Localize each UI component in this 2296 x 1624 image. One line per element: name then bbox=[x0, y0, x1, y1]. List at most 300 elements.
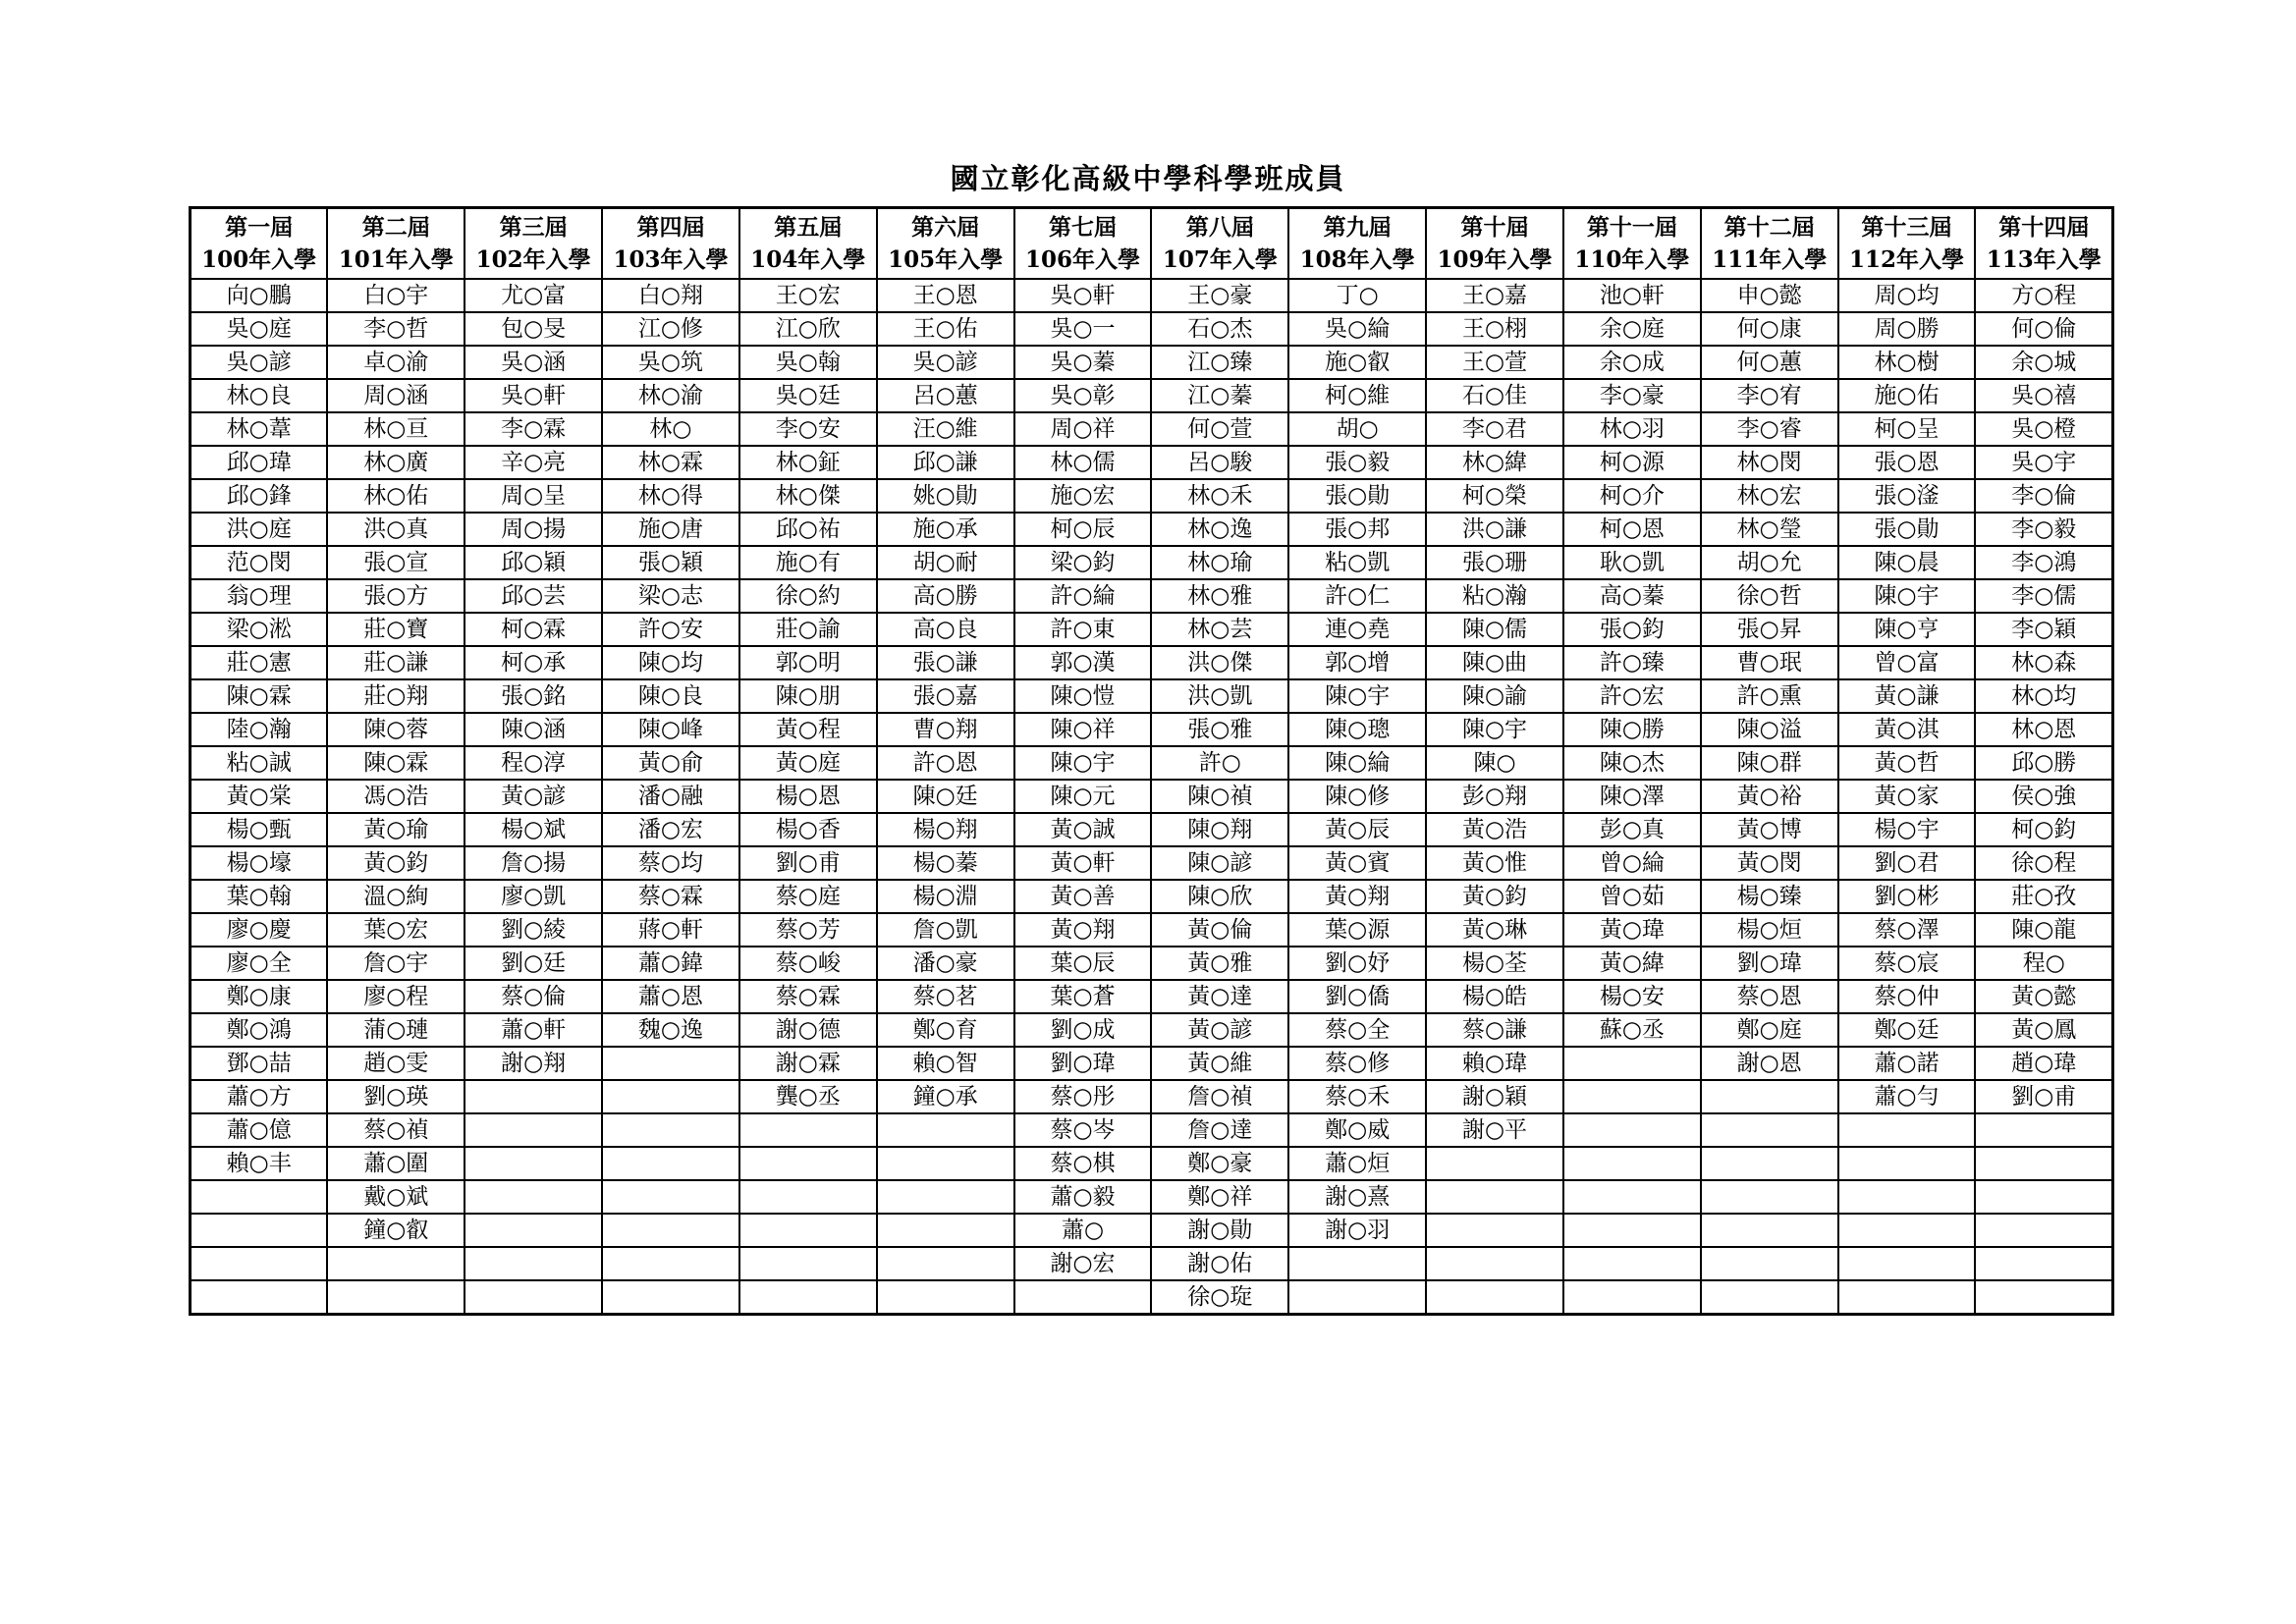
member-cell: 劉○甫 bbox=[1975, 1080, 2112, 1113]
member-cell: 高○良 bbox=[877, 613, 1014, 646]
enrollment-year-label: 110年入學 bbox=[1574, 246, 1690, 273]
member-cell: 林○森 bbox=[1975, 646, 2112, 679]
member-cell bbox=[1975, 1180, 2112, 1214]
member-cell: 黃○裕 bbox=[1701, 780, 1838, 813]
member-cell bbox=[877, 1180, 1014, 1214]
member-cell: 蔡○修 bbox=[1288, 1047, 1426, 1080]
member-cell: 黃○賓 bbox=[1288, 846, 1426, 880]
member-cell: 王○宏 bbox=[739, 279, 877, 312]
member-cell bbox=[191, 1214, 328, 1247]
member-cell: 林○傑 bbox=[739, 479, 877, 513]
member-cell: 鄧○喆 bbox=[191, 1047, 328, 1080]
member-cell: 蕭○烜 bbox=[1288, 1147, 1426, 1180]
member-cell: 池○軒 bbox=[1563, 279, 1701, 312]
member-cell: 賴○瑋 bbox=[1426, 1047, 1563, 1080]
member-cell: 陳○綸 bbox=[1288, 746, 1426, 780]
member-cell: 蕭○億 bbox=[191, 1113, 328, 1147]
member-cell: 柯○維 bbox=[1288, 379, 1426, 412]
member-cell: 蔡○彤 bbox=[1014, 1080, 1152, 1113]
member-cell: 吳○橙 bbox=[1975, 412, 2112, 446]
member-cell: 楊○翔 bbox=[877, 813, 1014, 846]
column-header bbox=[1151, 208, 1288, 280]
member-cell: 蔡○芳 bbox=[739, 913, 877, 947]
member-cell: 鐘○叡 bbox=[327, 1214, 465, 1247]
member-cell bbox=[1701, 1113, 1838, 1147]
member-cell: 張○毅 bbox=[1288, 446, 1426, 479]
member-cell: 黃○琳 bbox=[1426, 913, 1563, 947]
member-cell: 陳○龍 bbox=[1975, 913, 2112, 947]
member-cell: 鄭○威 bbox=[1288, 1113, 1426, 1147]
member-cell bbox=[465, 1113, 602, 1147]
member-cell: 溫○絢 bbox=[327, 880, 465, 913]
member-cell bbox=[739, 1247, 877, 1280]
member-cell bbox=[1975, 1113, 2112, 1147]
member-cell: 蕭○軒 bbox=[465, 1013, 602, 1047]
member-cell: 黃○懿 bbox=[1975, 980, 2112, 1013]
member-cell: 包○旻 bbox=[465, 312, 602, 346]
member-cell: 邱○芸 bbox=[465, 579, 602, 613]
member-cell: 邱○瑋 bbox=[191, 446, 328, 479]
member-cell bbox=[877, 1113, 1014, 1147]
member-cell: 龔○丞 bbox=[739, 1080, 877, 1113]
member-cell bbox=[1701, 1214, 1838, 1247]
document-title: 國立彰化高級中學科學班成員 bbox=[950, 162, 1346, 195]
member-cell: 陳○群 bbox=[1701, 746, 1838, 780]
member-cell: 黃○哲 bbox=[1838, 746, 1976, 780]
member-cell: 王○萱 bbox=[1426, 346, 1563, 379]
table-row bbox=[191, 546, 2113, 579]
member-cell: 施○叡 bbox=[1288, 346, 1426, 379]
member-cell: 林○逸 bbox=[1151, 513, 1288, 546]
member-cell: 許○ bbox=[1151, 746, 1288, 780]
enrollment-year-label: 111年入學 bbox=[1712, 246, 1828, 273]
member-cell: 吳○禧 bbox=[1975, 379, 2112, 412]
member-cell: 黃○博 bbox=[1701, 813, 1838, 846]
member-cell: 林○樹 bbox=[1838, 346, 1976, 379]
member-cell: 許○仁 bbox=[1288, 579, 1426, 613]
member-cell bbox=[1014, 1280, 1152, 1315]
member-cell: 曹○翔 bbox=[877, 713, 1014, 746]
member-cell: 謝○宏 bbox=[1014, 1247, 1152, 1280]
member-cell: 楊○宇 bbox=[1838, 813, 1976, 846]
member-cell: 張○方 bbox=[327, 579, 465, 613]
member-cell bbox=[877, 1147, 1014, 1180]
member-cell: 黃○惟 bbox=[1426, 846, 1563, 880]
column-header bbox=[191, 208, 328, 280]
member-cell: 陳○曲 bbox=[1426, 646, 1563, 679]
member-cell: 張○銘 bbox=[465, 679, 602, 713]
member-cell: 魏○逸 bbox=[602, 1013, 739, 1047]
member-cell: 蔣○軒 bbox=[602, 913, 739, 947]
member-cell bbox=[1563, 1147, 1701, 1180]
member-cell: 蔡○恩 bbox=[1701, 980, 1838, 1013]
member-cell bbox=[602, 1214, 739, 1247]
member-cell: 張○昇 bbox=[1701, 613, 1838, 646]
member-cell: 謝○穎 bbox=[1426, 1080, 1563, 1113]
member-cell: 蕭○ bbox=[1014, 1214, 1152, 1247]
column-header bbox=[1975, 208, 2112, 280]
member-cell: 莊○孜 bbox=[1975, 880, 2112, 913]
member-cell bbox=[1426, 1180, 1563, 1214]
member-cell: 林○雅 bbox=[1151, 579, 1288, 613]
member-cell: 劉○甫 bbox=[739, 846, 877, 880]
member-cell: 蔡○倫 bbox=[465, 980, 602, 1013]
member-cell: 林○葦 bbox=[191, 412, 328, 446]
member-cell bbox=[739, 1214, 877, 1247]
member-cell: 洪○庭 bbox=[191, 513, 328, 546]
member-cell: 黃○瑋 bbox=[1563, 913, 1701, 947]
member-cell: 彭○真 bbox=[1563, 813, 1701, 846]
member-cell: 林○ bbox=[602, 412, 739, 446]
member-cell: 黃○誠 bbox=[1014, 813, 1152, 846]
member-cell: 楊○壕 bbox=[191, 846, 328, 880]
table-row bbox=[191, 1180, 2113, 1214]
member-cell: 蔡○謙 bbox=[1426, 1013, 1563, 1047]
member-cell: 莊○諭 bbox=[739, 613, 877, 646]
member-cell: 黃○俞 bbox=[602, 746, 739, 780]
member-cell: 吳○軒 bbox=[465, 379, 602, 412]
member-cell: 林○閔 bbox=[1701, 446, 1838, 479]
cohort-label: 第十屆 bbox=[1460, 214, 1529, 241]
member-cell: 余○庭 bbox=[1563, 312, 1701, 346]
member-cell: 張○勛 bbox=[1288, 479, 1426, 513]
member-cell: 陳○翔 bbox=[1151, 813, 1288, 846]
enrollment-year-label: 112年入學 bbox=[1849, 246, 1965, 273]
member-cell: 蔡○宸 bbox=[1838, 947, 1976, 980]
member-cell: 張○滏 bbox=[1838, 479, 1976, 513]
table-row bbox=[191, 1280, 2113, 1315]
member-cell: 林○羽 bbox=[1563, 412, 1701, 446]
member-cell: 謝○佑 bbox=[1151, 1247, 1288, 1280]
member-cell: 詹○宇 bbox=[327, 947, 465, 980]
member-cell: 周○呈 bbox=[465, 479, 602, 513]
member-cell: 楊○斌 bbox=[465, 813, 602, 846]
member-cell: 李○睿 bbox=[1701, 412, 1838, 446]
member-cell: 葉○源 bbox=[1288, 913, 1426, 947]
member-cell: 林○得 bbox=[602, 479, 739, 513]
member-cell: 胡○允 bbox=[1701, 546, 1838, 579]
member-cell bbox=[1975, 1247, 2112, 1280]
member-cell: 林○佑 bbox=[327, 479, 465, 513]
cohort-label: 第二屆 bbox=[361, 214, 430, 241]
member-cell: 柯○承 bbox=[465, 646, 602, 679]
member-cell: 陳○涵 bbox=[465, 713, 602, 746]
member-cell: 吳○翰 bbox=[739, 346, 877, 379]
member-cell bbox=[1701, 1280, 1838, 1315]
member-cell: 洪○謙 bbox=[1426, 513, 1563, 546]
member-cell: 陳○儒 bbox=[1426, 613, 1563, 646]
member-cell: 林○緯 bbox=[1426, 446, 1563, 479]
member-cell: 蕭○勻 bbox=[1838, 1080, 1976, 1113]
member-cell bbox=[602, 1247, 739, 1280]
column-header bbox=[602, 208, 739, 280]
roster-table bbox=[189, 206, 2114, 1316]
member-cell: 陳○廷 bbox=[877, 780, 1014, 813]
member-cell bbox=[1288, 1247, 1426, 1280]
member-cell: 周○勝 bbox=[1838, 312, 1976, 346]
member-cell bbox=[1426, 1147, 1563, 1180]
member-cell: 莊○翔 bbox=[327, 679, 465, 713]
member-cell: 陳○宇 bbox=[1288, 679, 1426, 713]
member-cell: 洪○真 bbox=[327, 513, 465, 546]
member-cell: 徐○約 bbox=[739, 579, 877, 613]
member-cell: 賴○智 bbox=[877, 1047, 1014, 1080]
member-cell: 謝○熹 bbox=[1288, 1180, 1426, 1214]
member-cell: 詹○凱 bbox=[877, 913, 1014, 947]
member-cell: 周○揚 bbox=[465, 513, 602, 546]
member-cell: 陳○杰 bbox=[1563, 746, 1701, 780]
table-row bbox=[191, 746, 2113, 780]
member-cell: 趙○瑋 bbox=[1975, 1047, 2112, 1080]
member-cell: 黃○庭 bbox=[739, 746, 877, 780]
table-row bbox=[191, 412, 2113, 446]
member-cell: 陳○宇 bbox=[1014, 746, 1152, 780]
column-header bbox=[1014, 208, 1152, 280]
member-cell: 陳○蓉 bbox=[327, 713, 465, 746]
member-cell bbox=[1563, 1247, 1701, 1280]
member-cell: 黃○善 bbox=[1014, 880, 1152, 913]
member-cell: 陳○修 bbox=[1288, 780, 1426, 813]
member-cell: 粘○凱 bbox=[1288, 546, 1426, 579]
member-cell bbox=[191, 1247, 328, 1280]
member-cell: 辛○亮 bbox=[465, 446, 602, 479]
member-cell: 施○佑 bbox=[1838, 379, 1976, 412]
member-cell: 何○倫 bbox=[1975, 312, 2112, 346]
member-cell: 李○儒 bbox=[1975, 579, 2112, 613]
member-cell: 吳○宇 bbox=[1975, 446, 2112, 479]
member-cell: 翁○理 bbox=[191, 579, 328, 613]
member-cell: 陳○宇 bbox=[1426, 713, 1563, 746]
member-cell: 王○豪 bbox=[1151, 279, 1288, 312]
member-cell: 白○宇 bbox=[327, 279, 465, 312]
column-header bbox=[1838, 208, 1976, 280]
member-cell: 蒲○璉 bbox=[327, 1013, 465, 1047]
member-cell: 粘○誠 bbox=[191, 746, 328, 780]
table-row bbox=[191, 679, 2113, 713]
member-cell bbox=[1838, 1147, 1976, 1180]
member-cell: 李○霖 bbox=[465, 412, 602, 446]
member-cell: 蔡○禎 bbox=[327, 1113, 465, 1147]
member-cell: 徐○哲 bbox=[1701, 579, 1838, 613]
member-cell: 詹○達 bbox=[1151, 1113, 1288, 1147]
member-cell: 蔡○霖 bbox=[602, 880, 739, 913]
member-cell: 謝○德 bbox=[739, 1013, 877, 1047]
member-cell: 洪○傑 bbox=[1151, 646, 1288, 679]
member-cell: 邱○勝 bbox=[1975, 746, 2112, 780]
member-cell: 張○鈞 bbox=[1563, 613, 1701, 646]
header-row bbox=[191, 208, 2113, 280]
table-row bbox=[191, 579, 2113, 613]
member-cell: 黃○棠 bbox=[191, 780, 328, 813]
member-cell bbox=[465, 1147, 602, 1180]
member-cell: 黃○鳳 bbox=[1975, 1013, 2112, 1047]
cohort-label: 第八屆 bbox=[1185, 214, 1254, 241]
member-cell: 蕭○鍏 bbox=[602, 947, 739, 980]
member-cell: 林○廣 bbox=[327, 446, 465, 479]
member-cell: 邱○祐 bbox=[739, 513, 877, 546]
member-cell: 周○祥 bbox=[1014, 412, 1152, 446]
member-cell: 蔡○澤 bbox=[1838, 913, 1976, 947]
member-cell: 戴○斌 bbox=[327, 1180, 465, 1214]
member-cell bbox=[1563, 1280, 1701, 1315]
member-cell: 張○穎 bbox=[602, 546, 739, 579]
member-cell: 洪○凱 bbox=[1151, 679, 1288, 713]
member-cell: 鄭○鴻 bbox=[191, 1013, 328, 1047]
member-cell: 許○安 bbox=[602, 613, 739, 646]
member-cell: 劉○彬 bbox=[1838, 880, 1976, 913]
member-cell: 謝○恩 bbox=[1701, 1047, 1838, 1080]
table-row bbox=[191, 1013, 2113, 1047]
column-header bbox=[1288, 208, 1426, 280]
member-cell bbox=[877, 1247, 1014, 1280]
member-cell: 柯○榮 bbox=[1426, 479, 1563, 513]
member-cell: 柯○恩 bbox=[1563, 513, 1701, 546]
cohort-label: 第十一屆 bbox=[1586, 214, 1677, 241]
member-cell: 柯○辰 bbox=[1014, 513, 1152, 546]
member-cell: 何○康 bbox=[1701, 312, 1838, 346]
member-cell: 張○謙 bbox=[877, 646, 1014, 679]
table-row bbox=[191, 1247, 2113, 1280]
member-cell: 詹○揚 bbox=[465, 846, 602, 880]
member-cell: 黃○翔 bbox=[1014, 913, 1152, 947]
member-cell: 李○鴻 bbox=[1975, 546, 2112, 579]
member-cell: 吳○蓁 bbox=[1014, 346, 1152, 379]
member-cell: 陳○璁 bbox=[1288, 713, 1426, 746]
member-cell bbox=[1838, 1180, 1976, 1214]
member-cell: 黃○雅 bbox=[1151, 947, 1288, 980]
cohort-label: 第七屆 bbox=[1048, 214, 1117, 241]
member-cell: 蔡○庭 bbox=[739, 880, 877, 913]
column-header bbox=[1563, 208, 1701, 280]
member-cell: 林○瑜 bbox=[1151, 546, 1288, 579]
member-cell: 陳○澤 bbox=[1563, 780, 1701, 813]
member-cell bbox=[465, 1180, 602, 1214]
member-cell bbox=[877, 1280, 1014, 1315]
member-cell: 葉○辰 bbox=[1014, 947, 1152, 980]
member-cell: 曾○富 bbox=[1838, 646, 1976, 679]
table-row bbox=[191, 1147, 2113, 1180]
member-cell: 蔡○霖 bbox=[739, 980, 877, 1013]
member-cell bbox=[602, 1147, 739, 1180]
member-cell bbox=[1838, 1280, 1976, 1315]
member-cell: 姚○勛 bbox=[877, 479, 1014, 513]
member-cell: 許○熏 bbox=[1701, 679, 1838, 713]
member-cell: 李○毅 bbox=[1975, 513, 2112, 546]
member-cell: 楊○臻 bbox=[1701, 880, 1838, 913]
member-cell: 施○承 bbox=[877, 513, 1014, 546]
member-cell: 徐○程 bbox=[1975, 846, 2112, 880]
member-cell: 耿○凱 bbox=[1563, 546, 1701, 579]
member-cell: 陳○禎 bbox=[1151, 780, 1288, 813]
member-cell: 黃○諺 bbox=[1151, 1013, 1288, 1047]
member-cell bbox=[1701, 1147, 1838, 1180]
member-cell: 向○鵬 bbox=[191, 279, 328, 312]
member-cell: 周○涵 bbox=[327, 379, 465, 412]
member-cell: 葉○宏 bbox=[327, 913, 465, 947]
member-cell: 陳○宇 bbox=[1838, 579, 1976, 613]
cohort-label: 第九屆 bbox=[1323, 214, 1392, 241]
cohort-label: 第十四屆 bbox=[1998, 214, 2090, 241]
member-cell: 蕭○圍 bbox=[327, 1147, 465, 1180]
member-cell: 胡○ bbox=[1288, 412, 1426, 446]
member-cell: 劉○廷 bbox=[465, 947, 602, 980]
member-cell: 梁○淞 bbox=[191, 613, 328, 646]
member-cell bbox=[465, 1280, 602, 1315]
member-cell: 廖○凱 bbox=[465, 880, 602, 913]
member-cell: 劉○綾 bbox=[465, 913, 602, 947]
member-cell: 黃○諺 bbox=[465, 780, 602, 813]
member-cell bbox=[739, 1280, 877, 1315]
member-cell: 林○亘 bbox=[327, 412, 465, 446]
member-cell: 陳○亨 bbox=[1838, 613, 1976, 646]
member-cell: 蔡○岑 bbox=[1014, 1113, 1152, 1147]
table-row bbox=[191, 379, 2113, 412]
member-cell: 林○恩 bbox=[1975, 713, 2112, 746]
member-cell: 何○萱 bbox=[1151, 412, 1288, 446]
member-cell: 蕭○恩 bbox=[602, 980, 739, 1013]
member-cell: 鄭○豪 bbox=[1151, 1147, 1288, 1180]
table-row bbox=[191, 980, 2113, 1013]
member-cell: 李○君 bbox=[1426, 412, 1563, 446]
member-cell bbox=[465, 1247, 602, 1280]
member-cell: 林○芸 bbox=[1151, 613, 1288, 646]
member-cell: 黃○鈞 bbox=[327, 846, 465, 880]
member-cell bbox=[1975, 1147, 2112, 1180]
member-cell: 曾○茹 bbox=[1563, 880, 1701, 913]
member-cell: 周○均 bbox=[1838, 279, 1976, 312]
member-cell: 林○均 bbox=[1975, 679, 2112, 713]
member-cell: 劉○僑 bbox=[1288, 980, 1426, 1013]
member-cell: 潘○融 bbox=[602, 780, 739, 813]
member-cell: 黃○緯 bbox=[1563, 947, 1701, 980]
member-cell bbox=[1563, 1214, 1701, 1247]
member-cell: 李○穎 bbox=[1975, 613, 2112, 646]
member-cell: 謝○霖 bbox=[739, 1047, 877, 1080]
table-row bbox=[191, 713, 2113, 746]
member-cell: 郭○明 bbox=[739, 646, 877, 679]
member-cell: 劉○成 bbox=[1014, 1013, 1152, 1047]
member-cell bbox=[191, 1180, 328, 1214]
member-cell: 張○嘉 bbox=[877, 679, 1014, 713]
member-cell: 劉○瑛 bbox=[327, 1080, 465, 1113]
member-cell: 劉○妤 bbox=[1288, 947, 1426, 980]
table-row bbox=[191, 479, 2113, 513]
member-cell: 林○渝 bbox=[602, 379, 739, 412]
member-cell: 陳○ bbox=[1426, 746, 1563, 780]
member-cell: 陳○愷 bbox=[1014, 679, 1152, 713]
member-cell: 陳○諭 bbox=[1426, 679, 1563, 713]
member-cell: 施○唐 bbox=[602, 513, 739, 546]
member-cell: 黃○鈞 bbox=[1426, 880, 1563, 913]
member-cell: 呂○駿 bbox=[1151, 446, 1288, 479]
member-cell: 吳○軒 bbox=[1014, 279, 1152, 312]
member-cell bbox=[739, 1147, 877, 1180]
column-header bbox=[877, 208, 1014, 280]
member-cell: 邱○謙 bbox=[877, 446, 1014, 479]
member-cell: 廖○程 bbox=[327, 980, 465, 1013]
member-cell bbox=[1701, 1180, 1838, 1214]
member-cell: 黃○程 bbox=[739, 713, 877, 746]
member-cell bbox=[1701, 1247, 1838, 1280]
member-cell: 柯○介 bbox=[1563, 479, 1701, 513]
member-cell: 徐○琁 bbox=[1151, 1280, 1288, 1315]
member-cell bbox=[465, 1080, 602, 1113]
member-cell: 林○鉦 bbox=[739, 446, 877, 479]
table-row bbox=[191, 1047, 2113, 1080]
member-cell: 詹○禎 bbox=[1151, 1080, 1288, 1113]
member-cell: 丁○ bbox=[1288, 279, 1426, 312]
member-cell: 陳○晨 bbox=[1838, 546, 1976, 579]
